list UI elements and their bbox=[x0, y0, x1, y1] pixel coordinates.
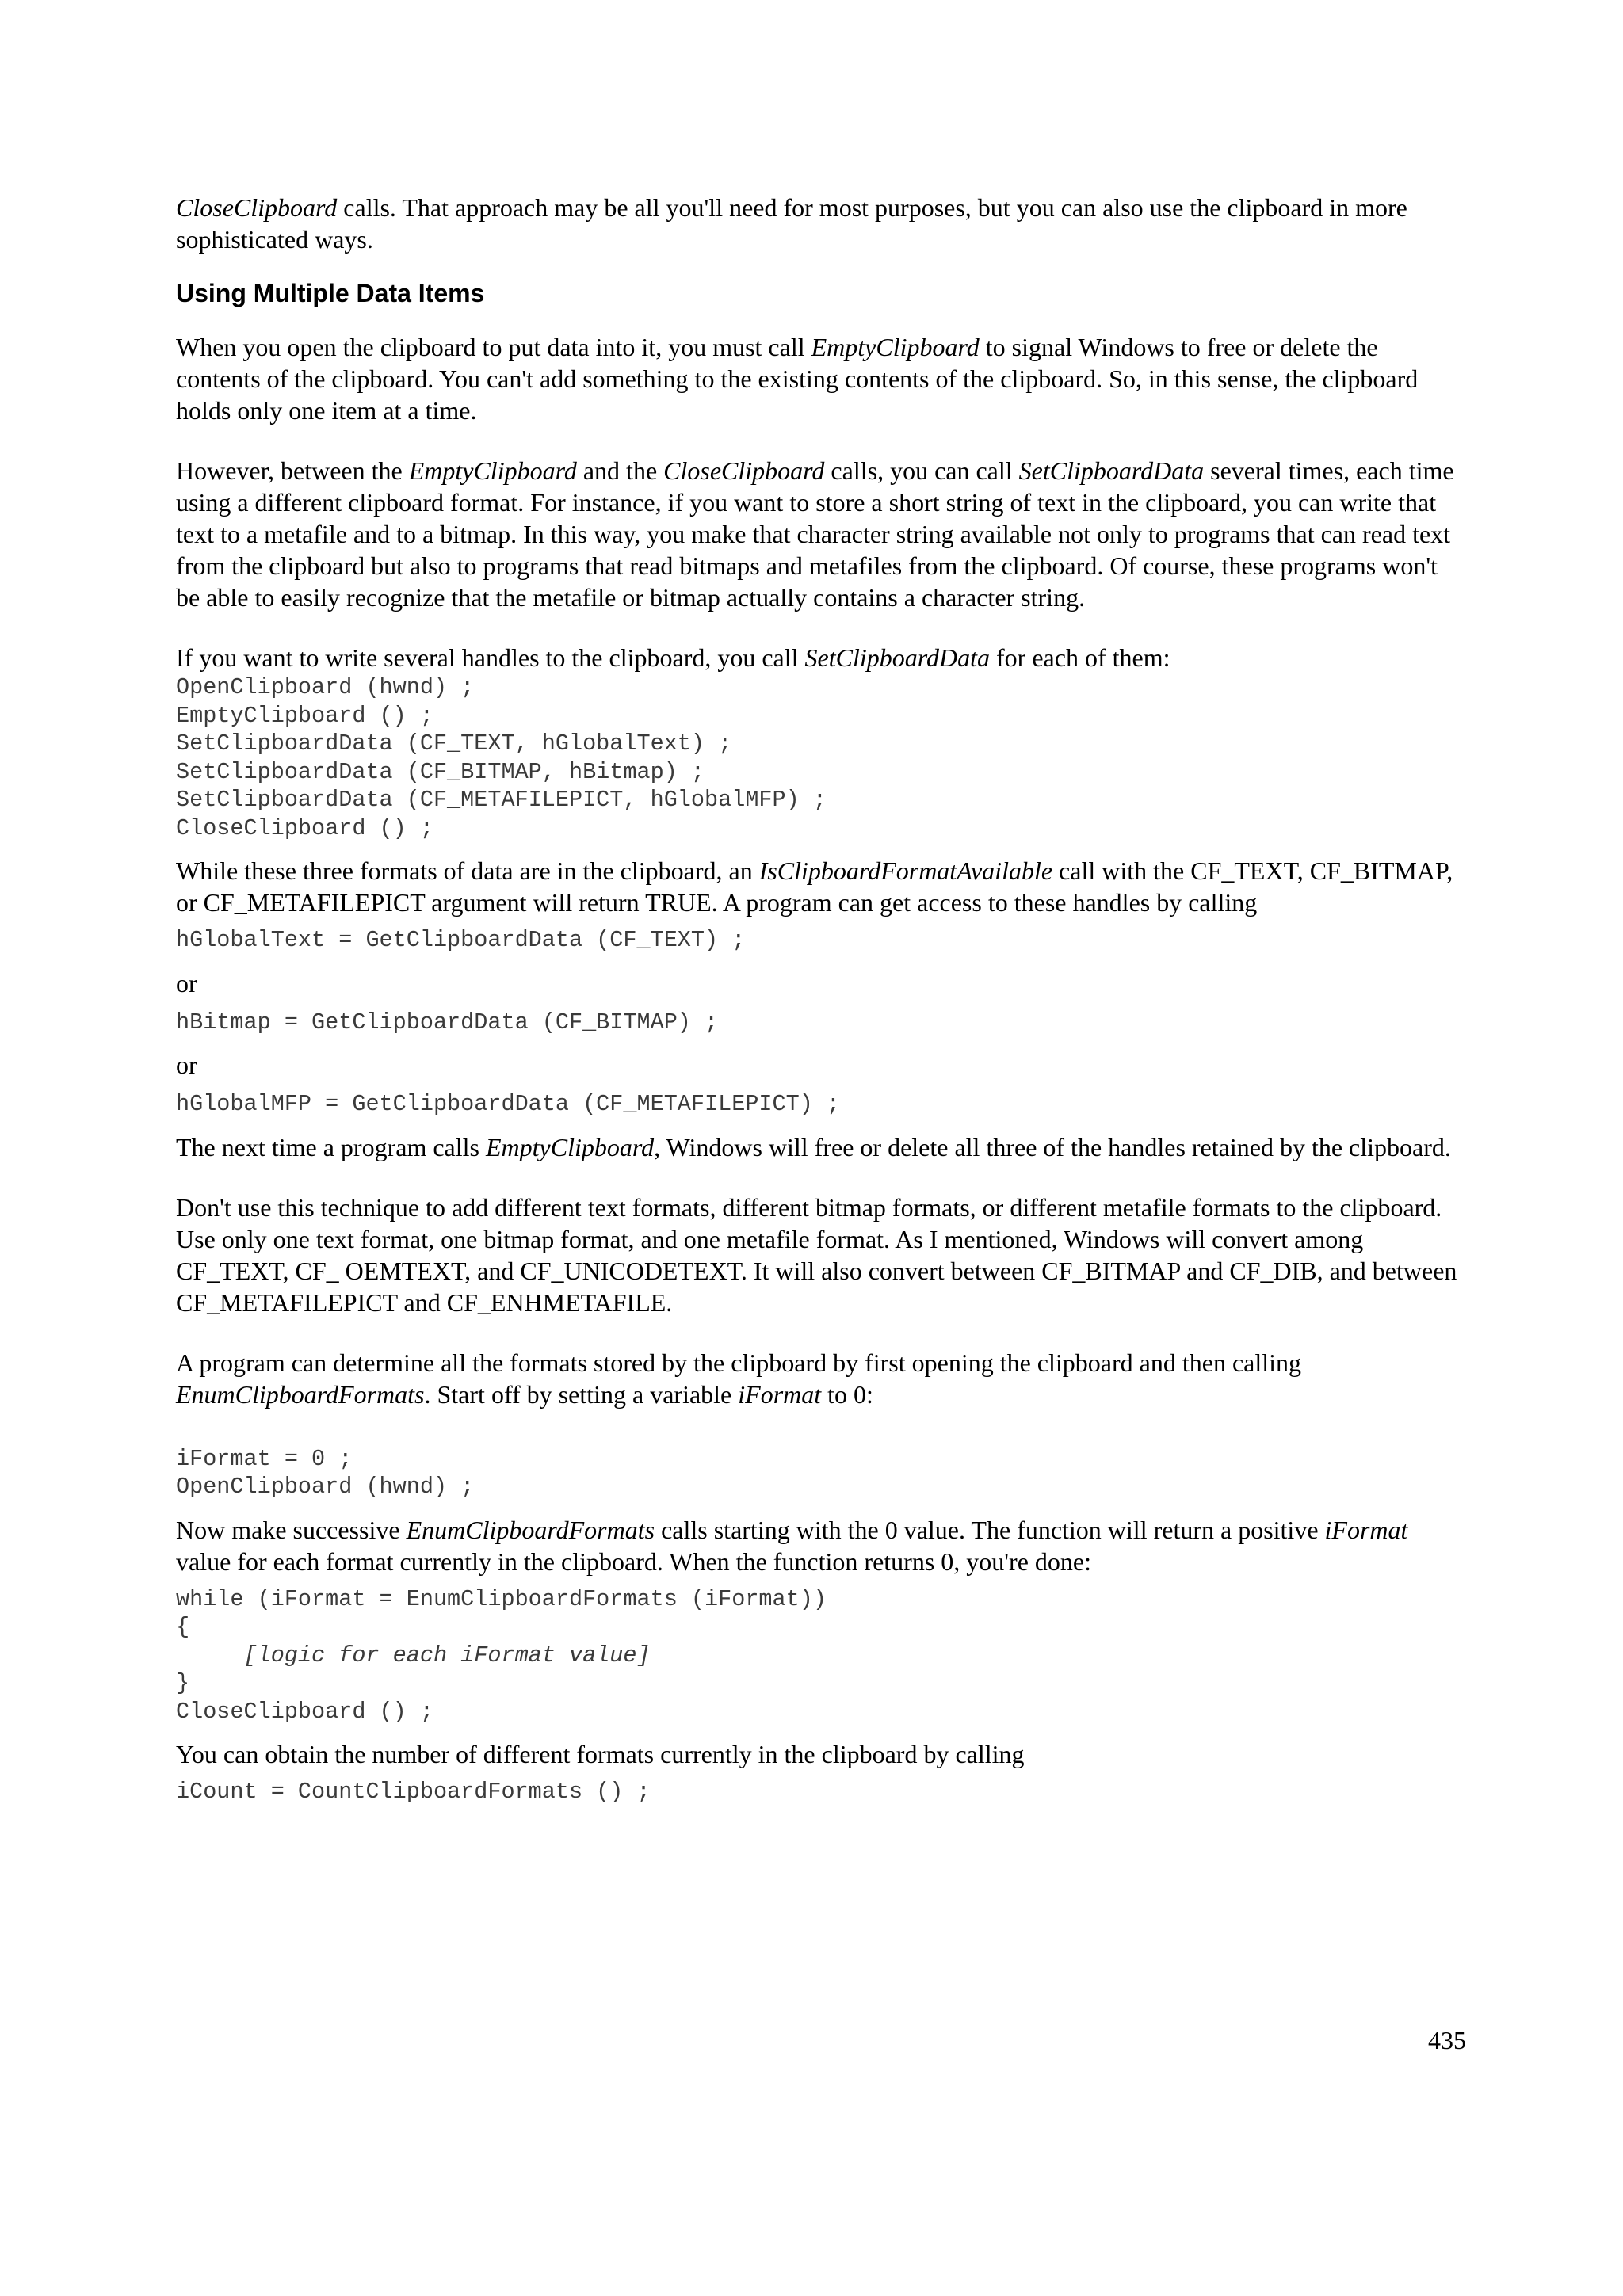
code-line-get-text: hGlobalText = GetClipboardData (CF_TEXT) ; bbox=[176, 927, 746, 953]
code-line: OpenClipboard (hwnd) ; bbox=[176, 1474, 475, 1500]
function-name: EmptyClipboard bbox=[811, 333, 980, 361]
paragraph-format-available: While these three formats of data are in the clipboard, an IsClipboardFormatAvailable call with the CF_TEXT, CF_BITMAP, or CF_METAFILEPICT argument will return TRUE. A program can get access to these handles by calling bbox=[176, 856, 1453, 917]
paragraph-successive-calls: Now make successive EnumClipboardFormats calls starting with the 0 value. The function will return a positive iFormat value for each format currently in the clipboard. When the function returns 0, you're done: bbox=[176, 1515, 1408, 1576]
code-line: while (iFormat = EnumClipboardFormats (iFormat)) bbox=[176, 1585, 827, 1612]
paragraph-empty-clipboard: When you open the clipboard to put data into it, you must call EmptyClipboard to signal Windows to free or delete the contents of the clipboard. You can't add something to the existing contents of the clipboard. So, in this sense, the clipboard holds only one item at a time. bbox=[176, 333, 1419, 425]
function-name: EnumClipboardFormats bbox=[406, 1515, 655, 1544]
code-block-init bbox=[176, 1445, 1466, 1501]
function-name: CloseClipboard bbox=[176, 193, 338, 222]
document-page bbox=[176, 192, 1466, 1806]
or-text: or bbox=[176, 1051, 197, 1079]
code-line-count: iCount = CountClipboardFormats () ; bbox=[176, 1779, 651, 1805]
or-text: or bbox=[176, 968, 197, 997]
paragraph-several-handles: If you want to write several handles to the clipboard, you call SetClipboardData for each of them: bbox=[176, 643, 1170, 672]
paragraph-multiple-formats: However, between the EmptyClipboard and the CloseClipboard calls, you can call SetClipboardData several times, each time using a different clipboard format. For instance, if you want to store a short string of text in the clipboard, you can write that text to a metafile and to a bitmap. In this way, you make that character string available not only to programs that can read text from the clipboard but also to programs that read bitmaps and metafiles from the clipboard. Of course, these programs won't be able to easily recognize that the metafile or bitmap actually contains a character string. bbox=[176, 456, 1454, 612]
code-line: CloseClipboard () ; bbox=[176, 814, 433, 841]
function-name: IsClipboardFormatAvailable bbox=[758, 856, 1053, 885]
paragraph-count-formats: You can obtain the number of different formats currently in the clipboard by calling bbox=[176, 1740, 1025, 1768]
code-line bbox=[176, 1642, 1466, 1670]
paragraph-enum-formats: A program can determine all the formats stored by the clipboard by first opening the clipboard and then calling EnumClipboardFormats. Start off by setting a variable iFormat to 0: bbox=[176, 1348, 1302, 1409]
code-line: { bbox=[176, 1614, 190, 1640]
code-placeholder: [logic for each iFormat value] bbox=[243, 1642, 651, 1669]
variable-name: iFormat bbox=[738, 1379, 822, 1409]
code-line: OpenClipboard (hwnd) ; bbox=[176, 674, 475, 700]
paragraph-dont-use: Don't use this technique to add different text formats, different bitmap formats, or different metafile formats to the clipboard. Use only one text format, one bitmap format, and one metafile format. As I mentioned, Windows will convert among CF_TEXT, CF_ OEMTEXT, and CF_UNICODETEXT. It will also convert between CF_BITMAP and CF_DIB, and between CF_METAFILEPICT and CF_ENHMETAFILE. bbox=[176, 1192, 1457, 1317]
code-block-set-data bbox=[176, 673, 1466, 842]
function-name: EnumClipboardFormats bbox=[176, 1379, 425, 1409]
section-heading: Using Multiple Data Items bbox=[176, 279, 485, 307]
code-line-get-mfp: hGlobalMFP = GetClipboardData (CF_METAFILEPICT) ; bbox=[176, 1091, 841, 1117]
code-block-while-loop bbox=[176, 1585, 1466, 1726]
page-number: 435 bbox=[1428, 2026, 1466, 2054]
function-name: SetClipboardData bbox=[804, 643, 991, 672]
function-name: EmptyClipboard bbox=[485, 1132, 655, 1161]
code-line: SetClipboardData (CF_TEXT, hGlobalText) ; bbox=[176, 730, 732, 757]
code-line: CloseClipboard () ; bbox=[176, 1698, 433, 1725]
code-line-get-bitmap: hBitmap = GetClipboardData (CF_BITMAP) ; bbox=[176, 1009, 719, 1035]
function-name: CloseClipboard bbox=[663, 456, 825, 485]
function-name: SetClipboardData bbox=[1018, 456, 1205, 485]
paragraph-next-time: The next time a program calls EmptyClipboard, Windows will free or delete all three of the handles retained by the clipboard. bbox=[176, 1132, 1451, 1161]
function-name: EmptyClipboard bbox=[408, 456, 577, 485]
code-line: EmptyClipboard () ; bbox=[176, 702, 433, 729]
code-line: } bbox=[176, 1670, 190, 1696]
paragraph-intro: CloseClipboard calls. That approach may be all you'll need for most purposes, but you can also use the clipboard in more sophisticated ways. bbox=[176, 193, 1407, 254]
code-line: iFormat = 0 ; bbox=[176, 1445, 353, 1472]
code-line: SetClipboardData (CF_BITMAP, hBitmap) ; bbox=[176, 758, 705, 785]
variable-name: iFormat bbox=[1324, 1515, 1408, 1544]
code-line: SetClipboardData (CF_METAFILEPICT, hGlobalMFP) ; bbox=[176, 787, 827, 813]
